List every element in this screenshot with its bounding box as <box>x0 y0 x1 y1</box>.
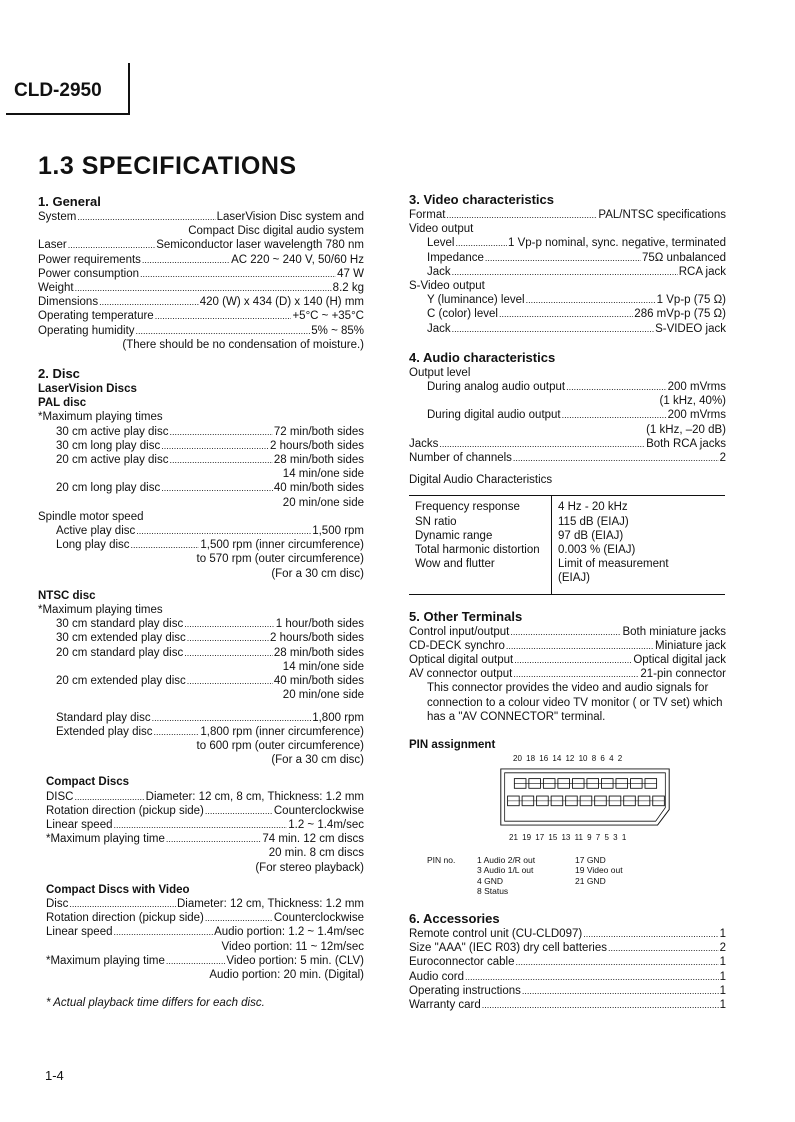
spindle-row-2b: to 570 rpm (outer circumference) <box>196 553 364 566</box>
ntsc-speed-1: Standard play disc ..... 1,800 rpm <box>38 711 364 725</box>
ntsc-row-2: 30 cm extended play disc ..... 2 hours/both sides <box>38 631 364 645</box>
spec-dimensions: Dimensions ..... 420 (W) x 434 (D) x 140 (H) mm <box>38 295 364 309</box>
footnote: * Actual playback time differs for each disc. <box>46 997 265 1010</box>
cdv-row-2: Rotation direction (pickup side) ..... Counterclockwise <box>38 911 364 925</box>
spec-system-2: Compact Disc digital audio system <box>188 225 364 238</box>
cdv-row-4b: Audio portion: 20 min. (Digital) <box>209 968 364 981</box>
pal-max-label: *Maximum playing times <box>38 411 163 424</box>
bottom-pin-numbers: 21 19 17 15 13 11 9 7 5 3 1 <box>509 832 627 842</box>
page-number: 1-4 <box>45 1068 64 1083</box>
acc-batteries: Size "AAA" (IEC R03) dry cell batteries ..... 2 <box>409 941 726 955</box>
right-column <box>409 192 726 1012</box>
svideo-jack: Jack ..... S-VIDEO jack <box>409 322 726 336</box>
left-column <box>38 194 364 1010</box>
ntsc-row-3: 20 cm standard play disc ..... 28 min/both sides <box>38 646 364 660</box>
pal-row-1: 30 cm active play disc ..... 72 min/both sides <box>38 425 364 439</box>
spec-temperature: Operating temperature ..... +5°C ~ +35°C <box>38 309 364 323</box>
acc-audio-cord: Audio cord ..... 1 <box>409 970 726 984</box>
term-desc-3: has a "AV CONNECTOR" terminal. <box>427 710 606 723</box>
model-name: CLD-2950 <box>14 80 102 101</box>
spec-system: System ..... LaserVision Disc system and <box>38 210 364 224</box>
term-cddeck: CD-DECK synchro ..... Miniature jack <box>409 639 726 653</box>
audio-output-label: Output level <box>409 366 471 379</box>
cd-subheading: Compact Discs <box>46 776 130 789</box>
ntsc-row-4b: 20 min/one side <box>282 689 364 702</box>
svideo-y: Y (luminance) level ..... 1 Vp-p (75 Ω) <box>409 293 726 307</box>
spindle-row-2c: (For a 30 cm disc) <box>271 567 364 580</box>
term-optical: Optical digital output ..... Optical digital jack <box>409 653 726 667</box>
spec-humidity: Operating humidity ..... 5% ~ 85% <box>38 324 364 338</box>
audio-jacks: Jacks ..... Both RCA jacks <box>409 437 726 451</box>
pin-no-label: PIN no. <box>427 854 456 865</box>
pal-subheading: PAL disc <box>38 397 87 410</box>
video-level: Level ..... 1 Vp-p nominal, sync. negative, terminated <box>409 236 726 250</box>
svideo-label: S-Video output <box>409 280 485 293</box>
acc-euroconnector: Euroconnector cable ..... 1 <box>409 955 726 969</box>
cd-row-2: Rotation direction (pickup side) ..... Counterclockwise <box>38 804 364 818</box>
terminals-heading: 5. Other Terminals <box>409 608 523 624</box>
pin-heading: PIN assignment <box>409 739 496 752</box>
header-rule-vertical <box>128 63 130 115</box>
audio-digital-b: (1 kHz, –20 dB) <box>646 423 726 436</box>
pal-row-2: 30 cm long play disc ..... 2 hours/both sides <box>38 439 364 453</box>
acc-warranty: Warranty card ..... 1 <box>409 998 726 1012</box>
general-heading: 1. General <box>38 194 101 209</box>
table-row: Frequency response 4 Hz - 20 kHz <box>409 500 725 514</box>
term-av: AV connector output ..... 21-pin connector <box>409 667 726 681</box>
scart-connector-diagram <box>493 767 677 827</box>
audio-analog-b: (1 kHz, 40%) <box>659 395 726 408</box>
spindle-row-2: Long play disc ..... 1,500 rpm (inner circumference) <box>38 538 364 552</box>
audio-digital: During digital audio output ..... 200 mVrms <box>409 408 726 422</box>
cdv-row-3b: Video portion: 11 ~ 12m/sec <box>221 940 364 953</box>
cdv-row-4: *Maximum playing time ..... Video portion: 5 min. (CLV) <box>38 954 364 968</box>
audio-channels: Number of channels ..... 2 <box>409 451 726 465</box>
video-output-label: Video output <box>409 223 474 236</box>
spindle-row-1: Active play disc ..... 1,500 rpm <box>38 524 364 538</box>
video-heading: 3. Video characteristics <box>409 192 555 207</box>
cd-row-4c: (For stereo playback) <box>255 861 364 874</box>
pin-3: 3 Audio 1/L out <box>477 865 534 876</box>
pin-list <box>409 855 726 897</box>
header-rule-horizontal <box>6 113 130 115</box>
pin-19: 19 Video out <box>575 865 623 876</box>
cd-row-4: *Maximum playing time ..... 74 min. 12 cm discs <box>38 832 364 846</box>
table-row: Wow and flutter Limit of measurement <box>409 557 725 571</box>
table-row: Dynamic range 97 dB (EIAJ) <box>409 529 725 543</box>
svideo-c: C (color) level ..... 286 mVp-p (75 Ω) <box>409 307 726 321</box>
lv-subheading: LaserVision Discs <box>38 383 137 396</box>
pal-row-4b: 20 min/one side <box>282 496 364 509</box>
pin-17: 17 GND <box>575 854 606 865</box>
pin-8: 8 Status <box>477 886 509 897</box>
ntsc-speed-2c: (For a 30 cm disc) <box>271 754 364 767</box>
video-impedance: Impedance ..... 75Ω unbalanced <box>409 251 726 265</box>
pal-row-4: 20 cm long play disc ..... 40 min/both sides <box>38 481 364 495</box>
acc-remote: Remote control unit (CU-CLD097) ..... 1 <box>409 927 726 941</box>
disc-heading: 2. Disc <box>38 366 80 382</box>
cd-row-1: DISC ..... Diameter: 12 cm, 8 cm, Thickness: 1.2 mm <box>38 790 364 804</box>
ntsc-row-3b: 14 min/one side <box>282 660 364 673</box>
cdv-row-3: Linear speed ..... Audio portion: 1.2 ~ 1.4m/sec <box>38 925 364 939</box>
cd-row-3: Linear speed ..... 1.2 ~ 1.4m/sec <box>38 818 364 832</box>
term-desc-2: connection to a colour video TV monitor ( or TV set) which <box>427 696 723 709</box>
acc-instructions: Operating instructions ..... 1 <box>409 984 726 998</box>
page-title: 1.3 SPECIFICATIONS <box>38 152 297 180</box>
table-row: (EIAJ) <box>409 571 725 585</box>
audio-heading: 4. Audio characteristics <box>409 349 556 365</box>
spindle-label: Spindle motor speed <box>38 510 144 523</box>
ntsc-row-1: 30 cm standard play disc ..... 1 hour/both sides <box>38 617 364 631</box>
video-jack: Jack ..... RCA jack <box>409 265 726 279</box>
dac-table <box>409 495 725 594</box>
term-desc-1: This connector provides the video and audio signals for <box>427 682 709 695</box>
accessories-heading: 6. Accessories <box>409 910 500 926</box>
dac-title: Digital Audio Characteristics <box>409 474 553 487</box>
pal-row-3b: 14 min/one side <box>282 468 364 481</box>
table-row: Total harmonic distortion 0.003 % (EIAJ) <box>409 543 725 557</box>
spec-humidity-note: (There should be no condensation of moisture.) <box>122 338 364 351</box>
cdv-subheading: Compact Discs with Video <box>46 883 190 896</box>
cdv-row-1: Disc ..... Diameter: 12 cm, Thickness: 1.2 mm <box>38 897 364 911</box>
ntsc-subheading: NTSC disc <box>38 589 96 602</box>
table-row: SN ratio 115 dB (EIAJ) <box>409 515 725 529</box>
pal-row-3: 20 cm active play disc ..... 28 min/both sides <box>38 453 364 467</box>
term-control: Control input/output ..... Both miniature jacks <box>409 625 726 639</box>
cd-row-4b: 20 min. 8 cm discs <box>268 847 364 860</box>
spec-weight: Weight ..... 8.2 kg <box>38 281 364 295</box>
ntsc-speed-2b: to 600 rpm (outer circumference) <box>196 739 364 752</box>
top-pin-numbers: 20 18 16 14 12 10 8 6 4 2 <box>513 754 623 764</box>
pin-1: 1 Audio 2/R out <box>477 854 536 865</box>
spec-power: Power requirements ..... AC 220 ~ 240 V, 50/60 Hz <box>38 253 364 267</box>
video-format: Format ..... PAL/NTSC specifications <box>409 208 726 222</box>
audio-analog: During analog audio output ..... 200 mVrms <box>409 380 726 394</box>
ntsc-row-4: 20 cm extended play disc ..... 40 min/both sides <box>38 674 364 688</box>
spec-consumption: Power consumption ..... 47 W <box>38 267 364 281</box>
ntsc-max-label: *Maximum playing times <box>38 604 163 617</box>
ntsc-speed-2: Extended play disc ..... 1,800 rpm (inner circumference) <box>38 725 364 739</box>
spec-laser: Laser ..... Semiconductor laser wavelength 780 nm <box>38 238 364 252</box>
pin-21: 21 GND <box>575 875 606 886</box>
pin-4: 4 GND <box>477 875 503 886</box>
